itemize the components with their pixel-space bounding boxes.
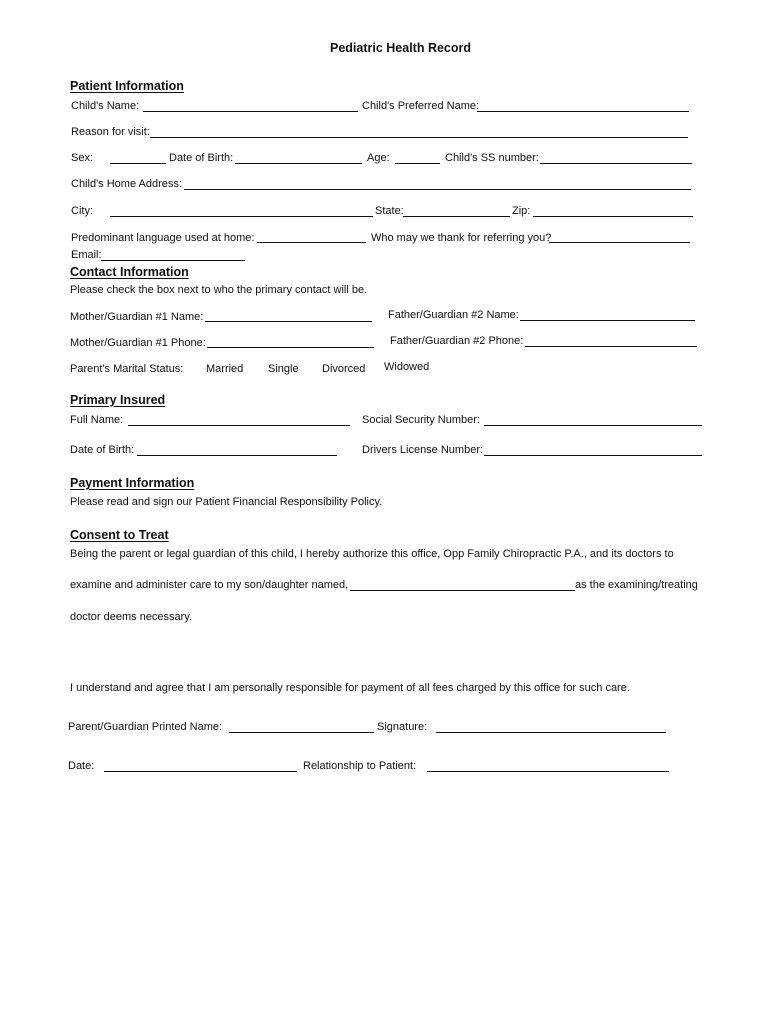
- sex-line: [110, 163, 166, 164]
- section-heading-primary-insured: Primary Insured: [70, 393, 166, 407]
- reason-for-visit-field[interactable]: [150, 124, 688, 138]
- language-field[interactable]: [257, 229, 366, 243]
- state-label: State:: [375, 205, 404, 217]
- consent-paragraph-line-1: Being the parent or legal guardian of this child, I hereby authorize this office, Opp Family Chiropractic P.A., and its doctors to: [70, 548, 674, 560]
- relationship-line: [427, 771, 669, 772]
- dob-label: Date of Birth:: [169, 152, 234, 164]
- mother-phone-field[interactable]: [207, 334, 374, 348]
- insured-ssn-field[interactable]: [484, 412, 702, 426]
- mother-name-line: [205, 321, 372, 322]
- signature-line: [436, 732, 666, 733]
- insured-dob-field[interactable]: [137, 442, 337, 456]
- zip-line: [533, 216, 693, 217]
- email-label: Email:: [71, 249, 102, 261]
- referral-field[interactable]: [549, 229, 690, 243]
- signature-field[interactable]: [436, 719, 666, 733]
- email-field[interactable]: [101, 247, 245, 261]
- section-heading-contact-information: Contact Information: [70, 265, 189, 279]
- date-field[interactable]: [104, 758, 297, 772]
- printed-name-line: [229, 732, 374, 733]
- drivers-license-label: Drivers License Number:: [362, 444, 484, 456]
- insured-full-name-line: [128, 425, 350, 426]
- drivers-license-line: [484, 455, 702, 456]
- marital-option-single[interactable]: Single: [268, 363, 299, 375]
- date-line: [104, 771, 297, 772]
- date-label: Date:: [68, 760, 95, 772]
- home-address-field[interactable]: [184, 176, 691, 190]
- section-heading-patient-information: Patient Information: [70, 79, 184, 93]
- child-ssn-field[interactable]: [540, 150, 692, 164]
- insured-full-name-label: Full Name:: [70, 414, 124, 426]
- father-phone-line: [525, 346, 697, 347]
- reason-for-visit-label: Reason for visit:: [71, 126, 150, 138]
- relationship-label: Relationship to Patient:: [303, 760, 417, 772]
- referral-label: Who may we thank for referring you?: [371, 232, 552, 244]
- consent-paragraph-line-2-end: as the examining/treating: [575, 579, 698, 591]
- payment-instruction: Please read and sign our Patient Financial Responsibility Policy.: [70, 496, 383, 508]
- state-field[interactable]: [403, 202, 510, 216]
- insured-dob-label: Date of Birth:: [70, 444, 135, 456]
- sex-label: Sex:: [71, 152, 94, 164]
- contact-instruction: Please check the box next to who the primary contact will be.: [70, 284, 368, 296]
- insured-ssn-label: Social Security Number:: [362, 414, 480, 426]
- marital-status-label: Parent's Marital Status:: [70, 363, 184, 375]
- dob-field[interactable]: [235, 150, 362, 164]
- marital-option-widowed[interactable]: Widowed: [384, 361, 430, 373]
- referral-line: [549, 242, 690, 243]
- child-ssn-line: [540, 163, 692, 164]
- zip-field[interactable]: [533, 202, 693, 216]
- zip-label: Zip:: [512, 205, 531, 217]
- drivers-license-field[interactable]: [484, 442, 702, 456]
- home-address-line: [184, 189, 691, 190]
- fees-agreement-text: I understand and agree that I am personally responsible for payment of all fees charged by this office for such care.: [70, 682, 630, 694]
- childs-name-line: [143, 111, 358, 112]
- age-line: [395, 163, 440, 164]
- child-ssn-label: Child's SS number:: [445, 152, 539, 164]
- marital-option-married[interactable]: Married: [206, 363, 244, 375]
- state-line: [403, 216, 510, 217]
- section-heading-payment-information: Payment Information: [70, 476, 195, 490]
- page-title: Pediatric Health Record: [330, 41, 472, 55]
- language-label: Predominant language used at home:: [71, 232, 255, 244]
- sex-field[interactable]: [110, 150, 166, 164]
- printed-name-label: Parent/Guardian Printed Name:: [68, 721, 223, 733]
- consent-paragraph-line-3: doctor deems necessary.: [70, 611, 193, 623]
- mother-phone-line: [207, 347, 374, 348]
- age-field[interactable]: [395, 150, 440, 164]
- preferred-name-field[interactable]: [477, 98, 689, 112]
- email-line: [101, 260, 245, 261]
- father-phone-label: Father/Guardian #2 Phone:: [390, 335, 524, 347]
- insured-full-name-field[interactable]: [128, 412, 350, 426]
- signature-label: Signature:: [377, 721, 428, 733]
- mother-phone-label: Mother/Guardian #1 Phone:: [70, 337, 206, 349]
- father-name-line: [520, 320, 695, 321]
- mother-name-field[interactable]: [205, 308, 372, 322]
- reason-for-visit-line: [150, 137, 688, 138]
- father-name-field[interactable]: [520, 307, 695, 321]
- child-named-line: [350, 590, 575, 591]
- child-named-field[interactable]: [350, 577, 575, 591]
- marital-option-divorced[interactable]: Divorced: [322, 363, 366, 375]
- age-label: Age:: [367, 152, 390, 164]
- section-heading-consent-to-treat: Consent to Treat: [70, 528, 169, 542]
- mother-name-label: Mother/Guardian #1 Name:: [70, 311, 204, 323]
- printed-name-field[interactable]: [229, 719, 374, 733]
- preferred-name-label: Child's Preferred Name:: [362, 100, 480, 112]
- father-phone-field[interactable]: [525, 333, 697, 347]
- consent-paragraph-line-2: examine and administer care to my son/daughter named,: [70, 579, 349, 591]
- dob-line: [235, 163, 362, 164]
- childs-name-field[interactable]: [143, 98, 358, 112]
- city-label: City:: [71, 205, 93, 217]
- father-name-label: Father/Guardian #2 Name:: [388, 309, 519, 321]
- language-line: [257, 242, 366, 243]
- city-field[interactable]: [110, 202, 373, 216]
- childs-name-label: Child's Name:: [71, 100, 140, 112]
- relationship-field[interactable]: [427, 758, 669, 772]
- city-line: [110, 216, 373, 217]
- home-address-label: Child's Home Address:: [71, 178, 182, 190]
- insured-dob-line: [137, 455, 337, 456]
- insured-ssn-line: [484, 425, 702, 426]
- preferred-name-line: [477, 111, 689, 112]
